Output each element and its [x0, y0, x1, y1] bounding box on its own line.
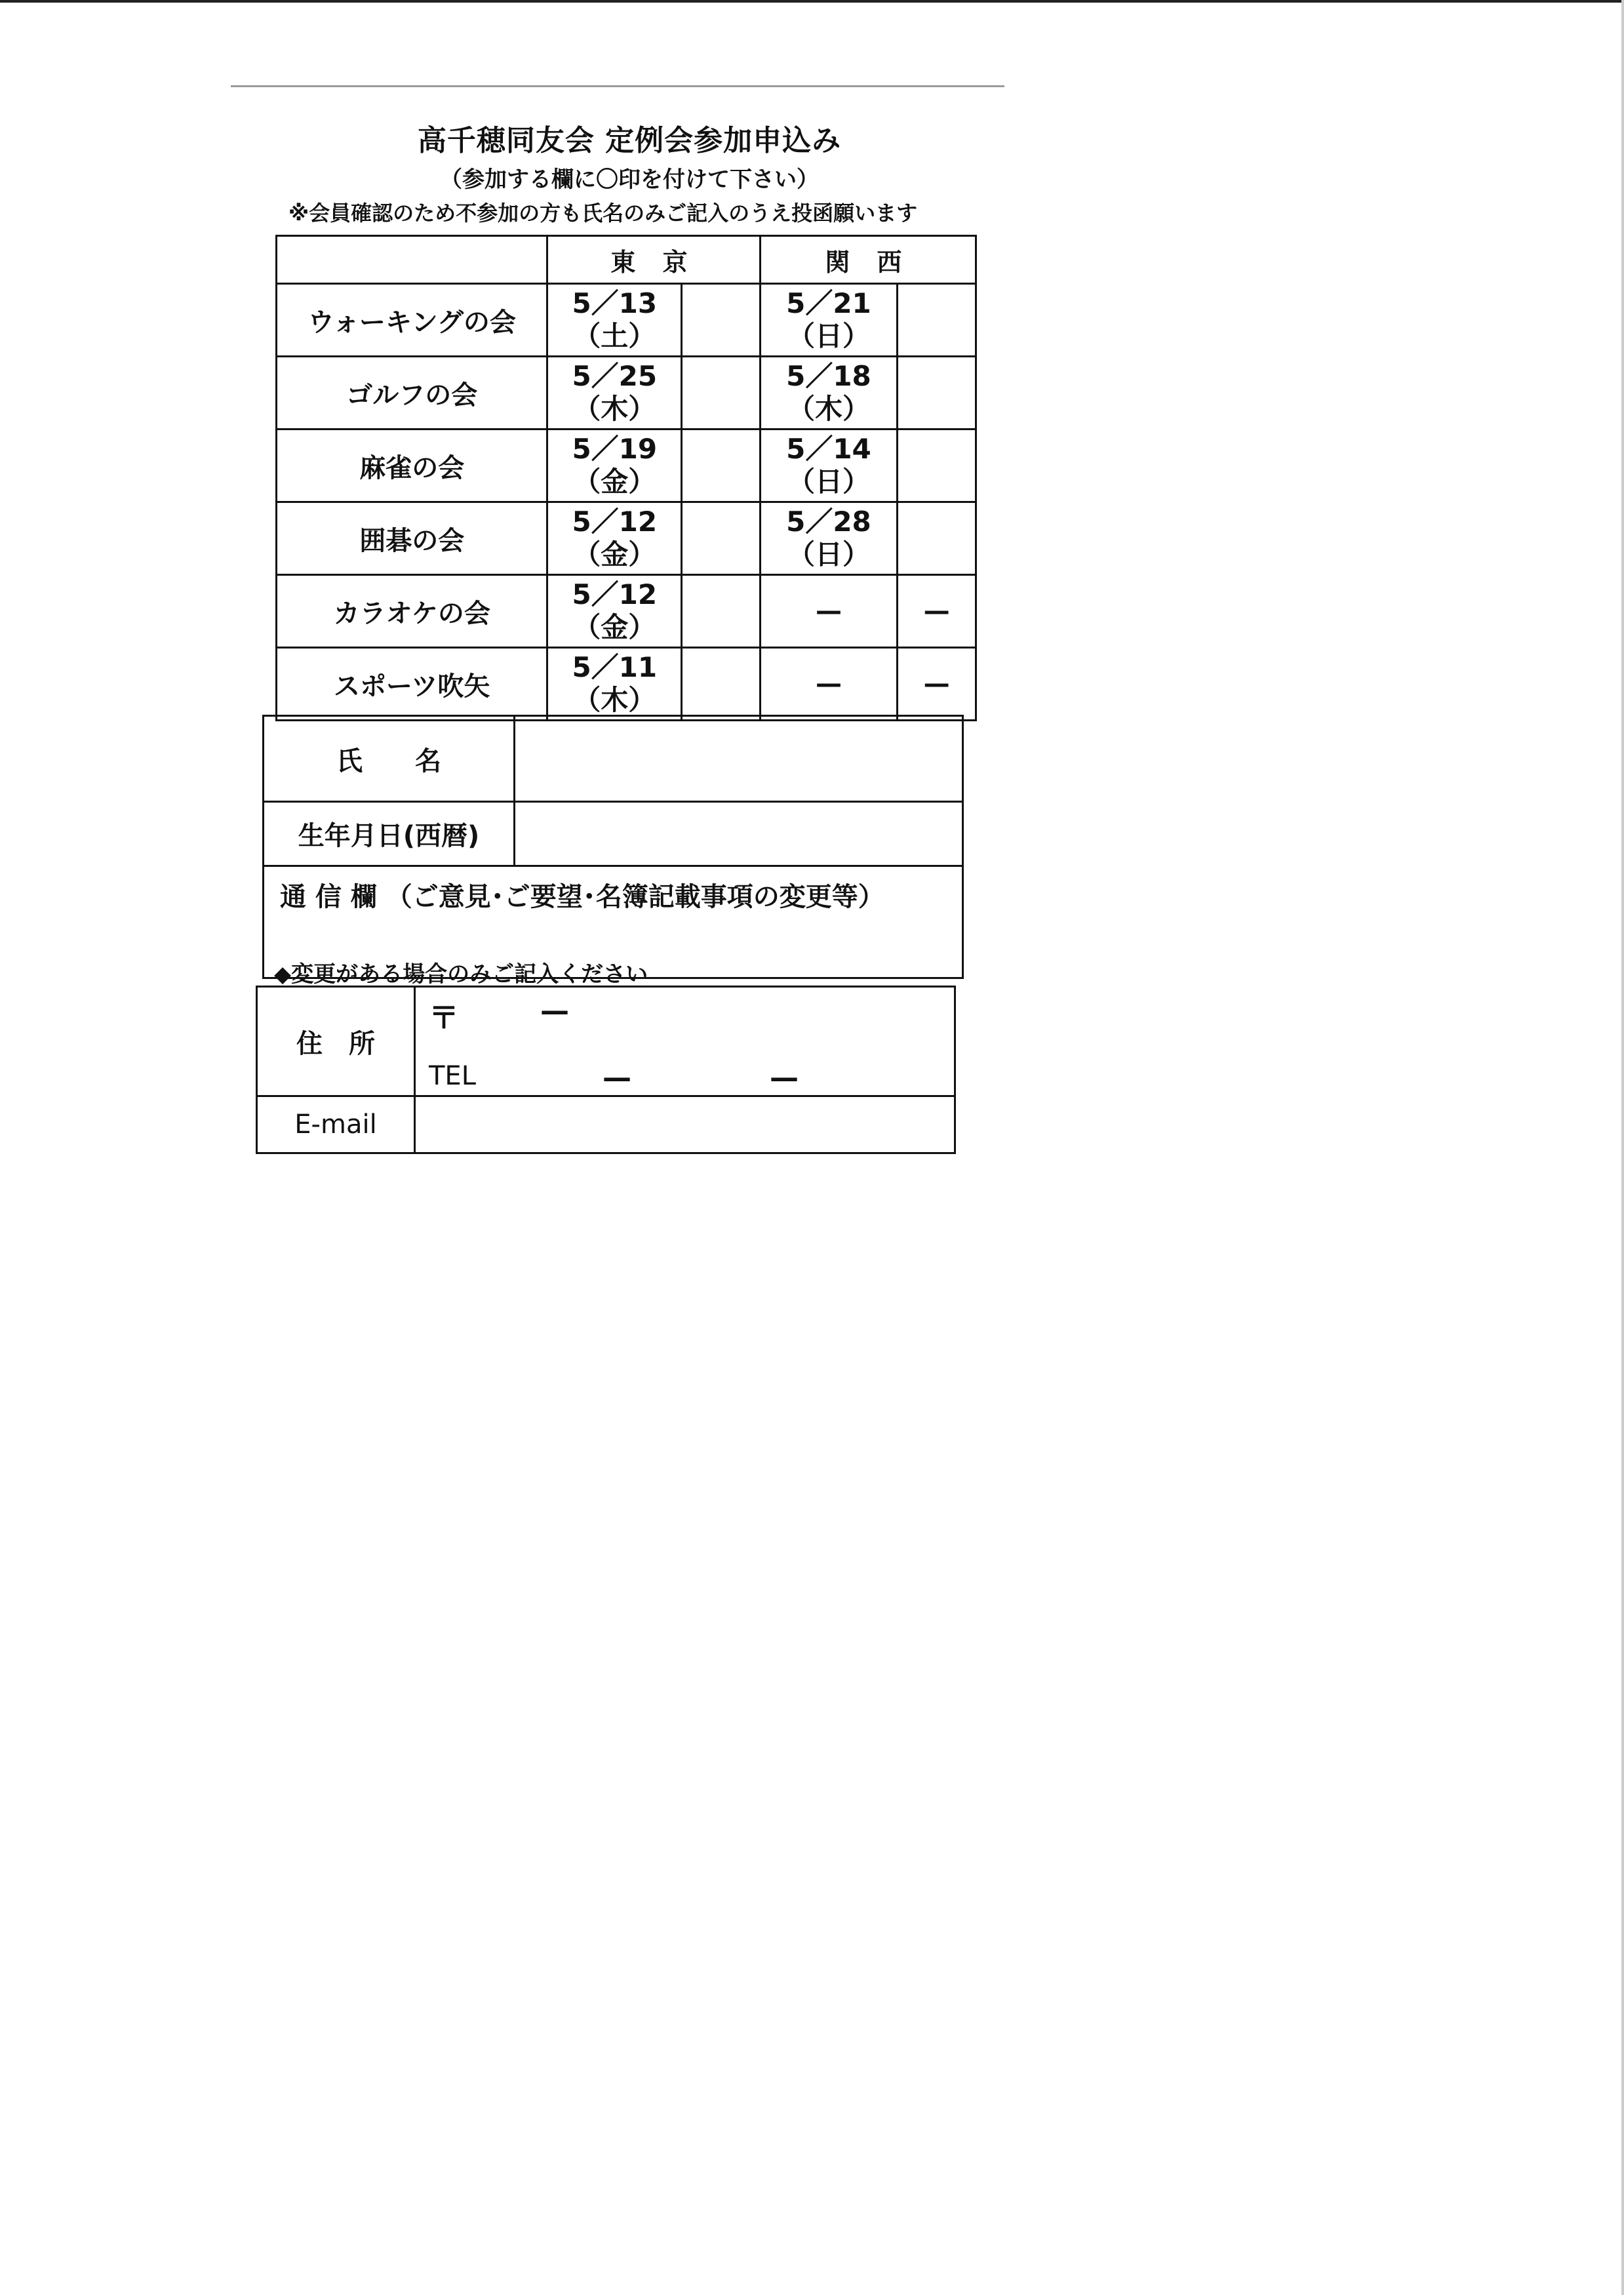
event-row [277, 648, 976, 721]
tokyo-date: 5／12 （金） [547, 502, 682, 575]
region-tokyo: 東 京 [547, 236, 760, 284]
kansai-not-held: — [760, 648, 898, 721]
address-row [257, 987, 955, 1096]
name-label: 氏 名 [264, 716, 515, 802]
change-note: ◆変更がある場合のみご記入ください [274, 961, 648, 988]
event-name: 麻雀の会 [277, 429, 547, 502]
event-row [277, 429, 976, 502]
kansai-date: 5／18 （木） [760, 357, 898, 429]
event-name: スポーツ吹矢 [277, 648, 547, 721]
dob-field[interactable] [515, 802, 963, 866]
address-label: 住 所 [257, 987, 415, 1096]
name-field[interactable] [515, 716, 963, 802]
tokyo-date: 5／11 （木） [547, 648, 682, 721]
kansai-date: 5／21 （日） [760, 284, 898, 357]
dob-label: 生年月日(西暦) [264, 802, 515, 866]
event-row [277, 502, 976, 575]
kansai-date: 5／28 （日） [760, 502, 898, 575]
name-row [264, 716, 963, 802]
tokyo-date: 5／12 （金） [547, 575, 682, 648]
tel-dash: — [770, 1061, 799, 1094]
dob-row [264, 802, 963, 866]
event-name: ゴルフの会 [277, 357, 547, 429]
kansai-check-cell[interactable] [898, 357, 976, 429]
tokyo-check-cell[interactable] [682, 429, 761, 502]
tokyo-check-cell[interactable] [682, 357, 761, 429]
event-table [275, 235, 977, 721]
kansai-mark-not-held: — [898, 575, 976, 648]
tokyo-check-cell[interactable] [682, 575, 761, 648]
tokyo-date: 5／13 （土） [547, 284, 682, 357]
address-field[interactable] [415, 987, 955, 1096]
scan-edge [0, 0, 1624, 3]
tokyo-date: 5／25 （木） [547, 357, 682, 429]
top-rule [231, 85, 1004, 87]
event-row [277, 575, 976, 648]
kansai-check-cell[interactable] [898, 429, 976, 502]
event-row [277, 357, 976, 429]
tokyo-check-cell[interactable] [682, 502, 761, 575]
header-blank [277, 236, 547, 284]
form-notice: ※会員確認のため不参加の方も氏名のみご記入のうえ投函願います [288, 201, 918, 226]
kansai-mark-not-held: — [898, 648, 976, 721]
scan-edge-right [1621, 0, 1624, 2295]
tokyo-date: 5／19 （金） [547, 429, 682, 502]
form-title: 高千穂同友会 定例会参加申込み [417, 124, 842, 157]
kansai-date: 5／14 （日） [760, 429, 898, 502]
event-name: ウォーキングの会 [277, 284, 547, 357]
tokyo-check-cell[interactable] [682, 648, 761, 721]
event-name: カラオケの会 [277, 575, 547, 648]
tokyo-check-cell[interactable] [682, 284, 761, 357]
tel-dash: — [603, 1061, 631, 1094]
postal-mark: 〒 [429, 1000, 459, 1035]
comm-label: 通 信 欄 （ご意見･ご要望･名簿記載事項の変更等） [280, 882, 884, 912]
address-table [256, 986, 956, 1154]
email-label: E-mail [257, 1096, 415, 1153]
event-name: 囲碁の会 [277, 502, 547, 575]
form-subtitle: （参加する欄に〇印を付けて下さい） [440, 167, 819, 193]
postal-dash: — [540, 994, 569, 1028]
event-row [277, 284, 976, 357]
member-table [262, 715, 964, 979]
kansai-check-cell[interactable] [898, 284, 976, 357]
email-field[interactable] [415, 1096, 955, 1153]
email-row [257, 1096, 955, 1153]
region-header-row [277, 236, 976, 284]
kansai-check-cell[interactable] [898, 502, 976, 575]
kansai-not-held: — [760, 575, 898, 648]
region-kansai: 関 西 [760, 236, 976, 284]
tel-label: TEL [429, 1061, 476, 1091]
